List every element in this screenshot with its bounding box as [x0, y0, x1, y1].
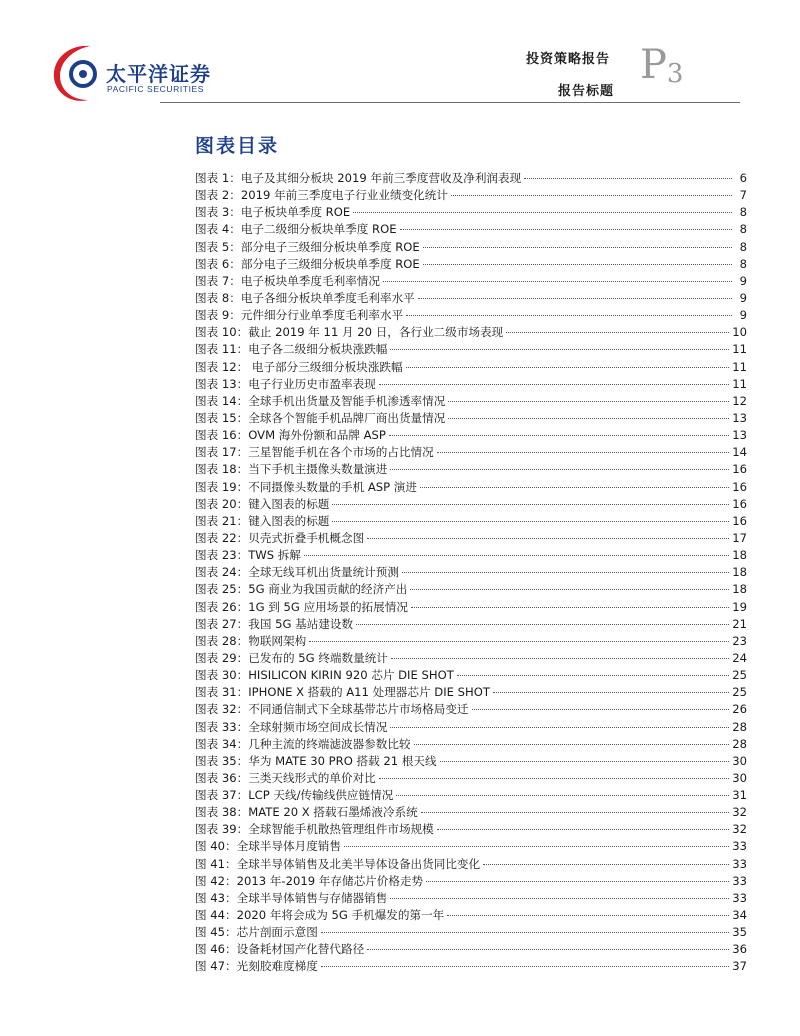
toc-entry[interactable]: [195, 719, 747, 736]
toc-entry[interactable]: [195, 770, 747, 787]
toc-entry[interactable]: [195, 684, 747, 701]
toc-entry-page: 10: [732, 325, 747, 340]
toc-entry[interactable]: [195, 359, 747, 376]
toc-entry-label: 图表 4：电子二级细分板块单季度 ROE: [195, 222, 397, 237]
toc-entry-page: 11: [732, 342, 747, 357]
toc-entry-page: 36: [732, 942, 747, 957]
toc-entry-page: 18: [732, 548, 747, 563]
toc-entry-page: 8: [739, 239, 747, 254]
page-number: [640, 42, 684, 89]
toc-entry-label: 图 41：全球半导体销售及北美半导体设备出货同比变化: [195, 856, 481, 871]
toc-entry-label: 图表 31：IPHONE X 搭载的 A11 处理器芯片 DIE SHOT: [195, 685, 490, 700]
toc-entry-label: 图表 15：全球各个智能手机品牌厂商出货量情况: [195, 410, 446, 425]
toc-entry-label: 图表 35：华为 MATE 30 PRO 搭载 21 根天线: [195, 753, 437, 768]
toc-dot-leader: [379, 778, 729, 779]
toc-dot-leader: [483, 864, 729, 865]
toc-dot-leader: [448, 418, 729, 419]
toc-entry[interactable]: [195, 856, 747, 873]
logo-emblem-icon: [50, 40, 106, 106]
toc-entry-label: 图表 7：电子板块单季度毛利率情况: [195, 273, 380, 288]
toc-entry[interactable]: [195, 393, 747, 410]
toc-entry-label: 图 45：芯片剖面示意图: [195, 925, 318, 940]
toc-entry-page: 17: [732, 530, 747, 545]
toc-entry[interactable]: [195, 941, 747, 958]
toc-dot-leader: [379, 384, 729, 385]
toc-entry-label: 图 47：光刻胶难度梯度: [195, 959, 318, 974]
toc-entry-label: 图表 10：截止 2019 年 11 月 20 日，各行业二级市场表现: [195, 325, 504, 340]
toc-entry[interactable]: [195, 907, 747, 924]
toc-entry-label: 图表 18：当下手机主摄像头数量演进: [195, 462, 388, 477]
toc-entry-label: 图表 34：几种主流的终端滤波器参数比较: [195, 736, 411, 751]
toc-entry-page: 16: [732, 479, 747, 494]
toc-dot-leader: [411, 607, 729, 608]
toc-entry[interactable]: [195, 616, 747, 633]
toc-entry-page: 32: [732, 822, 747, 837]
toc-dot-leader: [414, 744, 730, 745]
toc-entry-page: 28: [732, 719, 747, 734]
toc-entry-page: 34: [732, 908, 747, 923]
toc-entry[interactable]: [195, 890, 747, 907]
toc-entry-label: 图 43：全球半导体销售与存储器销售: [195, 890, 388, 905]
toc-entry[interactable]: [195, 530, 747, 547]
toc-entry[interactable]: [195, 461, 747, 478]
toc-dot-leader: [406, 315, 732, 316]
toc-entry-page: 16: [732, 513, 747, 528]
toc-entry[interactable]: [195, 513, 747, 530]
toc-entry-page: 9: [739, 308, 747, 323]
page-number-value: 3: [666, 59, 684, 89]
toc-entry[interactable]: [195, 821, 747, 838]
toc-dot-leader: [406, 367, 730, 368]
toc-entry-label: 图表 30：HISILICON KIRIN 920 芯片 DIE SHOT: [195, 668, 454, 683]
toc-entry[interactable]: [195, 376, 747, 393]
toc-dot-leader: [451, 195, 732, 196]
toc-entry-label: 图表 37：LCP 天线/传输线供应链情况: [195, 788, 394, 803]
toc-entry-page: 16: [732, 462, 747, 477]
toc-dot-leader: [390, 727, 729, 728]
toc-dot-leader: [389, 435, 729, 436]
toc-dot-leader: [390, 469, 729, 470]
toc-entry[interactable]: [195, 633, 747, 650]
toc-entry[interactable]: [195, 753, 747, 770]
toc-dot-leader: [440, 761, 730, 762]
toc-entry-label: 图表 12： 电子部分三级细分板块涨跌幅: [195, 359, 403, 374]
toc-entry-page: 30: [732, 770, 747, 785]
toc-dot-leader: [321, 966, 729, 967]
toc-entry[interactable]: [195, 410, 747, 427]
toc-entry-label: 图表 9：元件细分行业单季度毛利率水平: [195, 308, 404, 323]
toc-entry-page: 37: [732, 959, 747, 974]
toc-entry[interactable]: [195, 204, 747, 221]
toc-entry-label: 图表 32：不同通信制式下全球基带芯片市场格局变迁: [195, 702, 469, 717]
toc-dot-leader: [524, 178, 732, 179]
toc-entry-page: 8: [739, 205, 747, 220]
toc-entry-label: 图表 20：键入图表的标题: [195, 496, 330, 511]
toc-dot-leader: [391, 658, 729, 659]
toc-entry-page: 19: [732, 599, 747, 614]
toc-dot-leader: [390, 898, 729, 899]
toc-dot-leader: [457, 675, 729, 676]
toc-entry-label: 图表 2：2019 年前三季度电子行业业绩变化统计: [195, 188, 448, 203]
toc-entry[interactable]: [195, 924, 747, 941]
toc-entry[interactable]: [195, 804, 747, 821]
toc-entry-page: 28: [732, 736, 747, 751]
logo-name-en: PACIFIC SECURITIES: [107, 84, 205, 94]
toc-entry-page: 8: [739, 256, 747, 271]
toc-entry[interactable]: [195, 221, 747, 238]
toc-entry-page: 14: [732, 445, 747, 460]
toc-dot-leader: [420, 487, 729, 488]
toc-entry-label: 图表 28：物联网架构: [195, 633, 307, 648]
toc-entry-page: 32: [732, 805, 747, 820]
toc-dot-leader: [304, 555, 729, 556]
toc-entry-label: 图表 14：全球手机出货量及智能手机渗透率情况: [195, 393, 446, 408]
toc-entry[interactable]: [195, 838, 747, 855]
toc-entry-label: 图表 36：三类天线形式的单价对比: [195, 770, 376, 785]
toc-entry-page: 18: [732, 582, 747, 597]
toc-dot-leader: [418, 298, 732, 299]
toc-entry-page: 11: [732, 376, 747, 391]
toc-entry-page: 33: [732, 839, 747, 854]
toc-entry-label: 图表 22：贝壳式折叠手机概念图: [195, 530, 365, 545]
toc-dot-leader: [344, 846, 729, 847]
toc-dot-leader: [402, 572, 729, 573]
toc-entry[interactable]: [195, 427, 747, 444]
toc-dot-leader: [423, 247, 732, 248]
toc-entry[interactable]: [195, 547, 747, 564]
toc-entry-page: 13: [732, 410, 747, 425]
toc-entry-page: 33: [732, 890, 747, 905]
toc-dot-leader: [321, 932, 729, 933]
toc-entry-page: 25: [732, 685, 747, 700]
toc-entry[interactable]: [195, 599, 747, 616]
toc-entry-page: 35: [732, 925, 747, 940]
toc-entry-page: 9: [739, 273, 747, 288]
toc-entry-label: 图表 24：全球无线耳机出货量统计预测: [195, 565, 399, 580]
toc-entry-page: 12: [732, 393, 747, 408]
toc-dot-leader: [390, 349, 729, 350]
toc-entry[interactable]: [195, 290, 747, 307]
toc-entry-label: 图表 27：我国 5G 基站建设数: [195, 616, 354, 631]
toc-entry[interactable]: [195, 581, 747, 598]
toc-entry-page: 9: [739, 290, 747, 305]
toc-entry-page: 8: [739, 222, 747, 237]
logo-name-cn: 太平洋证券: [106, 62, 211, 86]
toc-entry-label: 图表 11：电子各二级细分板块涨跌幅: [195, 342, 388, 357]
toc-entry-page: 33: [732, 856, 747, 871]
toc-entry[interactable]: [195, 479, 747, 496]
toc-entry[interactable]: [195, 170, 747, 187]
toc-entry[interactable]: [195, 564, 747, 581]
header-divider: [160, 102, 740, 103]
toc-entry[interactable]: [195, 667, 747, 684]
toc-entry-page: 13: [732, 428, 747, 443]
toc-title: 图表目录: [195, 135, 280, 157]
toc-entry-page: 21: [732, 616, 747, 631]
toc-dot-leader: [437, 452, 730, 453]
toc-entry-label: 图表 38：MATE 20 X 搭载石墨烯液冷系统: [195, 805, 418, 820]
toc-entry-label: 图表 1：电子及其细分板块 2019 年前三季度营收及净利润表现: [195, 171, 522, 185]
toc-entry-label: 图表 8：电子各细分板块单季度毛利率水平: [195, 290, 415, 305]
toc-entry-label: 图表 17：三星智能手机在各个市场的占比情况: [195, 445, 434, 460]
toc-dot-leader: [383, 281, 732, 282]
toc-entry-label: 图表 26：1G 到 5G 应用场景的拓展情况: [195, 599, 408, 614]
toc-entry-page: 30: [732, 753, 747, 768]
toc-entry-label: 图表 16：OVM 海外份额和品牌 ASP: [195, 428, 386, 443]
toc-dot-leader: [396, 795, 729, 796]
toc-entry[interactable]: [195, 273, 747, 290]
toc-entry-page: 16: [732, 496, 747, 511]
toc-dot-leader: [400, 229, 732, 230]
toc-entry-page: 33: [732, 873, 747, 888]
report-type: 投资策略报告: [525, 52, 610, 67]
toc-dot-leader: [332, 504, 729, 505]
toc-entry-page: 23: [732, 633, 747, 648]
toc-dot-leader: [367, 949, 729, 950]
company-logo: [50, 40, 225, 106]
toc-dot-leader: [437, 829, 730, 830]
toc-entry-label: 图表 25：5G 商业为我国贡献的经济产出: [195, 582, 408, 597]
toc-entry[interactable]: [195, 701, 747, 718]
toc-entry-label: 图表 5：部分电子三级细分板块单季度 ROE: [195, 239, 420, 254]
toc-dot-leader: [423, 264, 732, 265]
toc-dot-leader: [506, 332, 729, 333]
toc-entry-label: 图 42：2013 年-2019 年存储芯片价格走势: [195, 873, 424, 888]
toc-entry-page: 6: [739, 171, 747, 185]
toc-dot-leader: [356, 624, 729, 625]
toc-entry[interactable]: [195, 307, 747, 324]
toc-dot-leader: [410, 589, 729, 590]
toc-entry-page: 24: [732, 650, 747, 665]
toc-entry-page: 25: [732, 668, 747, 683]
toc-entry-label: 图表 3：电子板块单季度 ROE: [195, 205, 351, 220]
toc-dot-leader: [367, 538, 729, 539]
toc-dot-leader: [472, 709, 730, 710]
toc-entry[interactable]: [195, 958, 747, 975]
toc-dot-leader: [353, 212, 732, 213]
toc-entry-label: 图 40：全球半导体月度销售: [195, 839, 341, 854]
toc-dot-leader: [421, 812, 729, 813]
toc-dot-leader: [448, 401, 729, 402]
toc-entry-label: 图表 21：键入图表的标题: [195, 513, 330, 528]
toc-entry[interactable]: [195, 187, 747, 204]
toc-entry-page: 26: [732, 702, 747, 717]
toc-entry[interactable]: [195, 496, 747, 513]
toc-entry-page: 31: [732, 788, 747, 803]
toc-entry-label: 图 44：2020 年将会成为 5G 手机爆发的第一年: [195, 908, 445, 923]
toc-entry[interactable]: [195, 239, 747, 256]
toc-dot-leader: [426, 881, 729, 882]
toc-entry-page: 11: [732, 359, 747, 374]
toc-entry-label: 图表 23：TWS 拆解: [195, 548, 301, 563]
toc-dot-leader: [332, 521, 729, 522]
toc-entry[interactable]: [195, 736, 747, 753]
toc-entry[interactable]: [195, 873, 747, 890]
toc-dot-leader: [309, 641, 729, 642]
toc-entry[interactable]: [195, 341, 747, 358]
toc-entry-page: 18: [732, 565, 747, 580]
toc-entry[interactable]: [195, 787, 747, 804]
toc-entry[interactable]: [195, 324, 747, 341]
toc-entry[interactable]: [195, 650, 747, 667]
toc-entry[interactable]: [195, 256, 747, 273]
page-prefix: P: [640, 42, 667, 88]
report-title: 报告标题: [557, 84, 614, 99]
toc-entry-label: 图表 29：已发布的 5G 终端数量统计: [195, 650, 388, 665]
toc-entry-label: 图表 39：全球智能手机散热管理组件市场规模: [195, 822, 434, 837]
toc-dot-leader: [493, 692, 729, 693]
toc-dot-leader: [447, 915, 729, 916]
toc-list: [195, 170, 747, 976]
toc-entry-label: 图表 6：部分电子三级细分板块单季度 ROE: [195, 256, 420, 271]
toc-entry-label: 图表 13：电子行业历史市盈率表现: [195, 376, 376, 391]
toc-entry-label: 图表 19：不同摄像头数量的手机 ASP 演进: [195, 479, 417, 494]
toc-entry-page: 7: [739, 188, 747, 203]
toc-entry-label: 图表 33：全球射频市场空间成长情况: [195, 719, 388, 734]
toc-entry[interactable]: [195, 444, 747, 461]
toc-entry-label: 图 46：设备耗材国产化替代路径: [195, 942, 365, 957]
